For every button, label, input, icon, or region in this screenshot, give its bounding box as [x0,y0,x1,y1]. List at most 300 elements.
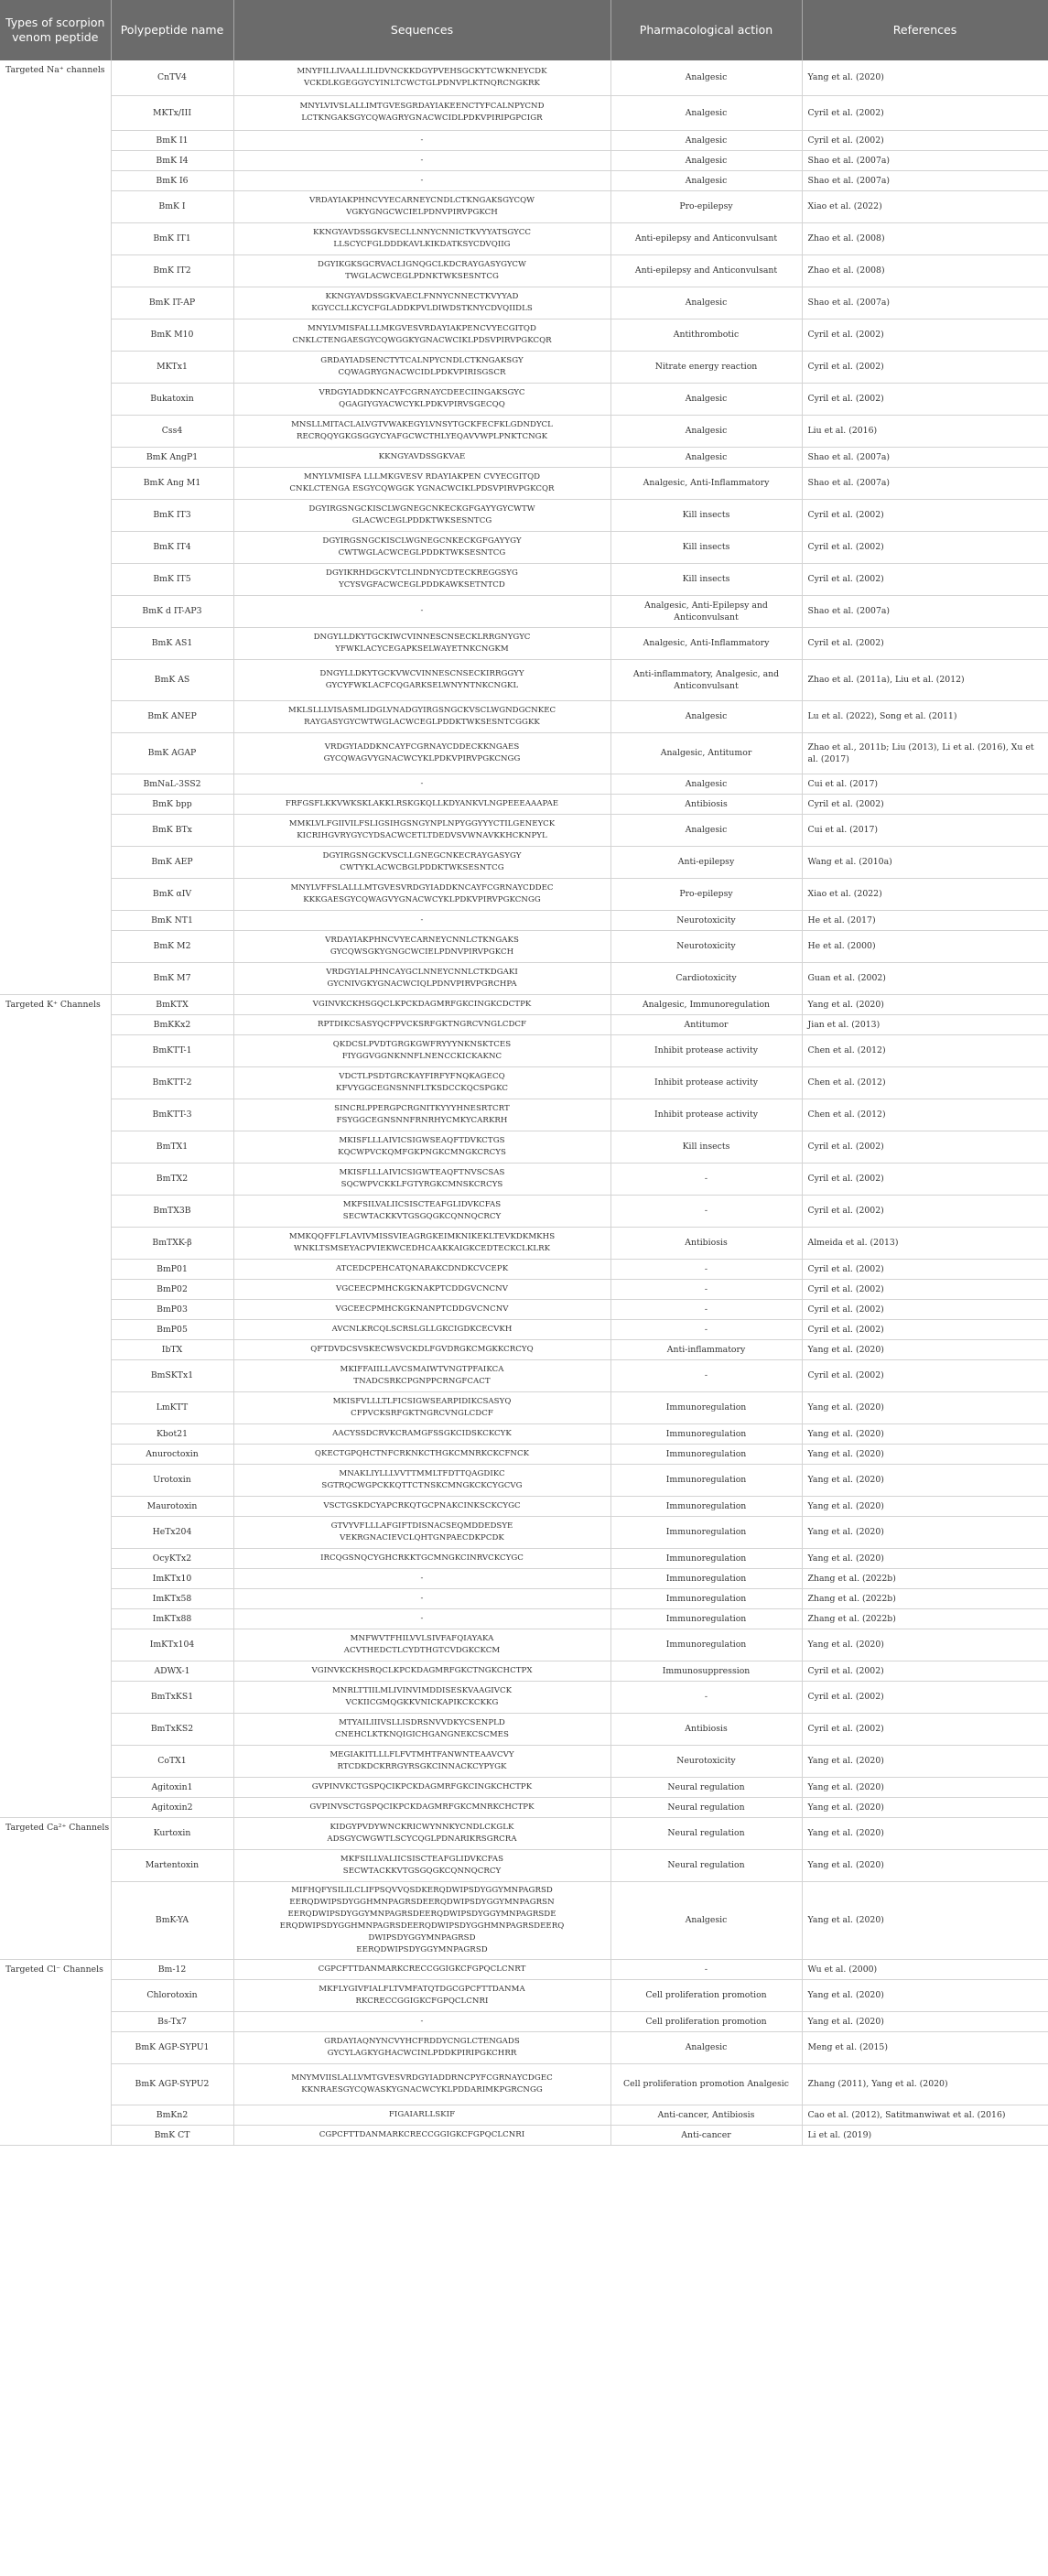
reference-cell: Cyril et al. (2002) [802,794,1048,814]
reference-cell: Cyril et al. (2002) [802,130,1048,150]
table-row [0,1464,1048,1496]
sequence-cell [233,878,610,910]
sequence-line: YCYSVGFACWCEGLPDDKAWKSETNTCD [339,579,505,590]
sequence-cell [233,1817,610,1849]
polypeptide-name-cell: BmK IT4 [111,531,233,563]
sequence-cell [233,1066,610,1099]
sequence-line: YFWKLACYCEGAPKSELWAYETNKCNGKM [335,644,509,654]
sequence-cell [233,2125,610,2145]
sequence-line: SECWTACKKVTGSGQGKCQNNQCRCY [342,1211,502,1221]
sequence-line: GLACWCEGLPDDKTWKSESNTCG [351,515,492,525]
sequence-cell [233,1797,610,1817]
pharmacological-action-cell: Analgesic [610,383,802,415]
table-row [0,1259,1048,1279]
table-row [0,447,1048,467]
polypeptide-name-cell: Bukatoxin [111,383,233,415]
table-row [0,1881,1048,1959]
sequence-cell [233,1777,610,1797]
reference-cell: He et al. (2000) [802,930,1048,962]
sequence-line: VDCTLPSDTGRCKAYFIRFYFNQKAGECQ [339,1071,505,1081]
table-row [0,1588,1048,1608]
polypeptide-name-cell: BmK AngP1 [111,447,233,467]
table-row [0,2125,1048,2145]
table-row [0,930,1048,962]
reference-cell: Yang et al. (2020) [802,1391,1048,1423]
reference-cell: Cyril et al. (2002) [802,1319,1048,1339]
reference-cell: Wang et al. (2010a) [802,846,1048,878]
table-row [0,595,1048,627]
polypeptide-name-cell: BmKTT-2 [111,1066,233,1099]
sequence-line: MNYLVFFSLALLLMTGVESVRDGYIADDKNCAYFCGRNAYCDDEC [290,882,554,893]
sequence-line: - [420,606,424,615]
pharmacological-action-cell: Analgesic [610,170,802,190]
table-row [0,1496,1048,1516]
table-row [0,1014,1048,1034]
pharmacological-action-cell: Cell proliferation promotion [610,2011,802,2031]
sequence-line: MKISFLLLAIVICSIGWSEAQFTDVKCTGS [339,1135,505,1145]
pharmacological-action-cell: Neurotoxicity [610,1745,802,1777]
sequence-cell [233,794,610,814]
polypeptide-name-cell: ADWX-1 [111,1661,233,1681]
sequence-line: VSCTGSKDCYAPCRKQTGCPNAKCINKSCKCYGC [323,1500,521,1510]
table-row [0,962,1048,994]
pharmacological-action-cell: Inhibit protease activity [610,1066,802,1099]
polypeptide-name-cell: BmK AGAP [111,732,233,774]
reference-cell: Cyril et al. (2002) [802,1681,1048,1713]
reference-cell: Cyril et al. (2002) [802,1195,1048,1227]
polypeptide-name-cell: Agitoxin1 [111,1777,233,1797]
pharmacological-action-cell: Analgesic [610,447,802,467]
sequence-line: FRFGSFLKKVWKSKLAKKLRSKGKQLLKDYANKVLNGPEEEAAAPAE [285,798,559,808]
table-row [0,1745,1048,1777]
pharmacological-action-cell: Analgesic, Immunoregulation [610,994,802,1014]
reference-cell: Yang et al. (2020) [802,1496,1048,1516]
channel-type-cell: Targeted Cl⁻ Channels [0,1959,111,2145]
pharmacological-action-cell: Analgesic [610,415,802,447]
polypeptide-name-cell: BmSKTx1 [111,1359,233,1391]
sequence-cell [233,1496,610,1516]
sequence-line: LLSCYCFGLDDDKAVLKIKDATKSYCDVQIIG [333,239,511,249]
pharmacological-action-cell: Anti-epilepsy [610,846,802,878]
sequence-line: QFTDVDCSVSKECWSVCKDLFGVDRGKCMGKKCRCYQ [310,1344,534,1354]
sequence-line: KIDGYPVDYWNCKRICWYNNKYCNDLCKGLK [330,1822,514,1832]
sequence-line: DGYIKRHDGCKVTCLINDNYCDTECKREGGSYG [326,568,518,578]
sequence-line: RECRQQYGKGSGGYCYAFGCWCTHLYEQAVVWPLPNKTCNGK [296,431,548,441]
reference-cell: Chen et al. (2012) [802,1034,1048,1066]
polypeptide-name-cell: BmK BTx [111,814,233,846]
table-row [0,2011,1048,2031]
sequence-line: CNKLCTENGAESGYCQWGGKYGNACWCIKLPDSVPIRVPGKCQR [292,335,552,345]
sequence-cell [233,1661,610,1681]
channel-type-cell: Targeted K⁺ Channels [0,994,111,1817]
pharmacological-action-cell: Analgesic, Anti-Epilepsy and Anticonvulsant [610,595,802,627]
table-row [0,1339,1048,1359]
sequence-cell [233,383,610,415]
sequence-cell [233,2011,610,2031]
sequence-line: QKDCSLPVDTGRGKGWFRYYYNKNSKTCES [332,1039,512,1049]
sequence-line: GRDAYIAQNYNCVYHCFRDDYCNGLCTENGADS [324,2036,520,2046]
table-row [0,190,1048,222]
pharmacological-action-cell: - [610,1959,802,1979]
table-row [0,467,1048,499]
sequence-line: VGINVKCKHSGQCLKPCKDAGMRFGKCINGKCDCTPK [312,999,532,1009]
sequence-line: QGAGIYGYACWCYKLPDKVPIRVSGECQQ [339,399,505,409]
reference-cell: Jian et al. (2013) [802,1014,1048,1034]
table-row [0,774,1048,794]
sequence-line: - [420,1593,424,1603]
pharmacological-action-cell: Anti-inflammatory [610,1339,802,1359]
sequence-cell [233,930,610,962]
sequence-cell [233,254,610,287]
table-row [0,1568,1048,1588]
table-row [0,1066,1048,1099]
polypeptide-name-cell: Anuroctoxin [111,1444,233,1464]
table-row [0,2031,1048,2063]
reference-cell: Yang et al. (2020) [802,1444,1048,1464]
sequence-line: VCKIICGMQGKKVNICKAPIKCKCKKG [345,1697,499,1707]
sequence-cell [233,415,610,447]
reference-cell: Yang et al. (2020) [802,1339,1048,1359]
polypeptide-name-cell: BmK I [111,190,233,222]
sequence-line: GYCQWAGVYGNACWCYKLPDKVPIRVPGKCNGG [323,753,521,763]
table-row [0,814,1048,846]
polypeptide-name-cell: CoTX1 [111,1745,233,1777]
pharmacological-action-cell: Nitrate energy reaction [610,351,802,383]
polypeptide-name-cell: BmK I1 [111,130,233,150]
reference-cell: Shao et al. (2007a) [802,170,1048,190]
header-references: References [802,0,1048,60]
table-row [0,1227,1048,1259]
reference-cell: Zhao et al. (2008) [802,222,1048,254]
sequence-line: - [420,915,424,925]
sequence-cell [233,1548,610,1568]
table-row [0,95,1048,130]
table-row [0,170,1048,190]
sequence-cell [233,1464,610,1496]
reference-cell: Cyril et al. (2002) [802,319,1048,351]
pharmacological-action-cell: Immunosuppression [610,1661,802,1681]
reference-cell: Zhao et al. (2011a), Liu et al. (2012) [802,659,1048,700]
sequence-line: FIGAIARLLSKIF [388,2109,456,2119]
sequence-line: DNGYLLDKYTGCKVWCVINNESCNSECKIRRGGYY [319,668,524,678]
pharmacological-action-cell: Immunoregulation [610,1444,802,1464]
table-row [0,1516,1048,1548]
sequence-line: - [420,175,424,185]
pharmacological-action-cell: Anti-cancer, Antibiosis [610,2105,802,2125]
sequence-cell [233,595,610,627]
sequence-line: MMKLVLFGIIVILFSLIGSIHGSNGYNPLNPYGGYYYCTILGENEYCK [288,818,556,828]
sequence-line: - [420,135,424,145]
table-row [0,2105,1048,2125]
reference-cell: Zhao et al. (2008) [802,254,1048,287]
pharmacological-action-cell: - [610,1279,802,1299]
table-row [0,1713,1048,1745]
sequence-cell [233,222,610,254]
sequence-line: MKFLYGIVFIALFLTVMFATQTDGCGPCFTTDANMA [319,1984,525,1994]
sequence-cell [233,1131,610,1163]
sequence-line: DNGYLLDKYTGCKIWCVINNESCNSECKLRRGNYGYC [313,632,531,642]
sequence-line: MKISFLLLAIVICSIGWTEAQFTNVSCSAS [339,1167,505,1177]
polypeptide-name-cell: BmK CT [111,2125,233,2145]
polypeptide-name-cell: BmK M7 [111,962,233,994]
polypeptide-name-cell: BmTXK-β [111,1227,233,1259]
sequence-line: LCTKNGAKSGYCQWAGRYGNACWCIDLPDKVPIRIPGPCIGR [301,114,543,123]
sequence-line: VGCEECPMHCKGKNAKPTCDDGVCNCNV [335,1283,508,1293]
pharmacological-action-cell: Inhibit protease activity [610,1034,802,1066]
sequence-cell [233,319,610,351]
polypeptide-name-cell: Urotoxin [111,1464,233,1496]
sequence-cell [233,1959,610,1979]
polypeptide-name-cell: Agitoxin2 [111,1797,233,1817]
polypeptide-name-cell: Kbot21 [111,1423,233,1444]
table-row [0,1849,1048,1881]
table-row [0,319,1048,351]
pharmacological-action-cell: Analgesic [610,1881,802,1959]
sequence-line: IRCQGSNQCYGHCRKKTGCMNGKCINRVCKCYGC [320,1553,524,1563]
pharmacological-action-cell: Anti-inflammatory, Analgesic, and Anticonvulsant [610,659,802,700]
pharmacological-action-cell: Immunoregulation [610,1548,802,1568]
pharmacological-action-cell: Cell proliferation promotion Analgesic [610,2063,802,2105]
reference-cell: Yang et al. (2020) [802,1797,1048,1817]
polypeptide-name-cell: CnTV4 [111,60,233,95]
reference-cell: Cyril et al. (2002) [802,531,1048,563]
table-row [0,1608,1048,1629]
reference-cell: Chen et al. (2012) [802,1099,1048,1131]
polypeptide-name-cell: MKTx1 [111,351,233,383]
sequence-line: EERQDWIPSDYGGYMNPAGRSD [356,1944,488,1954]
sequence-line: SGTRQCWGPCKKQTTCTNSKCMNGKCKCYGCVG [321,1480,523,1490]
sequence-line: - [420,2016,424,2026]
header-sequences: Sequences [233,0,610,60]
sequence-line: GVPINVSCTGSPQCIKPCKDAGMRFGKCMNRKCHCTPK [309,1802,535,1812]
reference-cell: Zhang et al. (2022b) [802,1568,1048,1588]
polypeptide-name-cell: BmK ANEP [111,700,233,732]
sequence-cell [233,1568,610,1588]
sequence-line: GRDAYIADSENCTYTCALNPYCNDLCTKNGAKSGY [320,355,524,365]
sequence-cell [233,1227,610,1259]
pharmacological-action-cell: Kill insects [610,563,802,595]
pharmacological-action-cell: Immunoregulation [610,1516,802,1548]
sequence-line: KGYCCLLKCYCFGLADDKPVLDIWDSTKNYCDVQIIDLS [311,303,533,313]
polypeptide-name-cell: Css4 [111,415,233,447]
reference-cell: Yang et al. (2020) [802,2011,1048,2031]
sequence-cell [233,700,610,732]
reference-cell: Cyril et al. (2002) [802,627,1048,659]
pharmacological-action-cell: Kill insects [610,499,802,531]
table-row [0,659,1048,700]
table-row [0,1959,1048,1979]
polypeptide-name-cell: BmP02 [111,1279,233,1299]
reference-cell: Yang et al. (2020) [802,994,1048,1014]
sequence-line: VGCEECPMHCKGKNANPTCDDGVCNCNV [335,1304,509,1314]
header-action: Pharmacological action [610,0,802,60]
pharmacological-action-cell: Kill insects [610,1131,802,1163]
pharmacological-action-cell: Immunoregulation [610,1496,802,1516]
polypeptide-name-cell: OcyKTx2 [111,1548,233,1568]
reference-cell: Shao et al. (2007a) [802,595,1048,627]
polypeptide-name-cell: BmP05 [111,1319,233,1339]
sequence-line: MNAKLIYLLLVVTTMMLTFDTTQAGDIKC [339,1468,505,1478]
sequence-line: MNSLLMITACLALVGTVWAKEGYLVNSYTGCKFECFKLGDNDYCL [291,419,553,429]
sequence-line: QKECTGPQHCTNFCRKNKCTHGKCMNRKCKCFNCK [314,1448,530,1458]
table-row [0,1629,1048,1661]
table-row [0,700,1048,732]
sequence-line: MTYAILIIIVSLLISDRSNVVDKYCSENPLD [339,1717,505,1727]
channel-type-cell: Targeted Na⁺ channels [0,60,111,994]
pharmacological-action-cell: - [610,1359,802,1391]
pharmacological-action-cell: Analgesic, Anti-Inflammatory [610,467,802,499]
sequence-line: SINCRLPPERGPCRGNITKYYYHNESRTCRT [334,1103,510,1113]
sequence-cell [233,846,610,878]
polypeptide-name-cell: Bm-12 [111,1959,233,1979]
pharmacological-action-cell: Anti-epilepsy and Anticonvulsant [610,222,802,254]
sequence-cell [233,910,610,930]
table-header-row [0,0,1048,60]
sequence-line: CNKLCTENGA ESGYCQWGGK YGNACWCIKLPDSVPIRVPGKCQR [289,483,555,493]
sequence-line: WNKLTSMSEYACPVIEKWCEDHCAAKKAIGKCEDTECKCLKLRK [293,1243,551,1253]
polypeptide-name-cell: BmP01 [111,1259,233,1279]
reference-cell: Zhang et al. (2022b) [802,1608,1048,1629]
reference-cell: Cyril et al. (2002) [802,95,1048,130]
sequence-line: RKCRECCGGIGKCFGPQCLCNRI [355,1996,489,2006]
reference-cell: Cyril et al. (2002) [802,563,1048,595]
polypeptide-name-cell: BmK-YA [111,1881,233,1959]
sequence-line: VRDGYIADDKNCAYFCGRNAYCDEECIINGAKSGYC [319,387,525,397]
pharmacological-action-cell: Neural regulation [610,1777,802,1797]
polypeptide-name-cell: BmKKx2 [111,1014,233,1034]
pharmacological-action-cell: - [610,1299,802,1319]
reference-cell: Cyril et al. (2002) [802,1359,1048,1391]
reference-cell: Shao et al. (2007a) [802,467,1048,499]
table-row [0,1034,1048,1066]
sequence-cell [233,1516,610,1548]
sequence-cell [233,1588,610,1608]
polypeptide-name-cell: BmK AGP-SYPU2 [111,2063,233,2105]
sequence-line: VEKRGNACIEVCLQHTGNPAECDKPCDK [340,1532,504,1542]
sequence-line: CWTYKLACWCBGLPDDKTWKSESNTCG [340,862,504,872]
sequence-cell [233,2063,610,2105]
polypeptide-name-cell: BmK bpp [111,794,233,814]
polypeptide-name-cell: ImKTx58 [111,1588,233,1608]
pharmacological-action-cell: Pro-epilepsy [610,878,802,910]
reference-cell: Yang et al. (2020) [802,1979,1048,2011]
sequence-line: MKLSLLLVISASMLIDGLVNADGYIRGSNGCKVSCLWGNDGCNKEC [287,705,556,715]
polypeptide-name-cell: BmK AGP-SYPU1 [111,2031,233,2063]
pharmacological-action-cell: Analgesic, Anti-Inflammatory [610,627,802,659]
table-row [0,1444,1048,1464]
reference-cell: Zhao et al., 2011b; Liu (2013), Li et al. (2016), Xu et al. (2017) [802,732,1048,774]
sequence-line: MKIFFAIILLAVCSMAIWTVNGTPFAIKCA [340,1364,504,1374]
sequence-line: VGKYGNGCWCIELPDNVPIRVPGKCH [346,207,498,217]
table-row [0,1299,1048,1319]
polypeptide-name-cell: BmTxKS1 [111,1681,233,1713]
sequence-line: KICRIHGVRYGYCYDSACWCETLTDEDVSVWNAVKKHCKNPYL [297,830,547,840]
sequence-line: TWGLACWCEGLPDNKTWKSESNTCG [345,271,499,281]
sequence-cell [233,499,610,531]
table-row [0,60,1048,95]
sequence-cell [233,1849,610,1881]
table-row [0,794,1048,814]
polypeptide-name-cell: BmKTT-3 [111,1099,233,1131]
sequence-line: MNRLTTIILMLIVINVIMDDISESKVAAGIVCK [331,1685,513,1695]
sequence-line: KQCWPVCKQMFGKPNGKCMNGKCRCYS [338,1147,506,1157]
table-row [0,287,1048,319]
sequence-line: SQCWPVCKKLFGTYRGKCMNSKCRCYS [340,1179,503,1189]
table-row [0,1359,1048,1391]
sequence-cell [233,1319,610,1339]
sequence-cell [233,467,610,499]
polypeptide-name-cell: BmTX2 [111,1163,233,1195]
polypeptide-name-cell: BmK I4 [111,150,233,170]
polypeptide-name-cell: HeTx204 [111,1516,233,1548]
polypeptide-name-cell: BmK IT3 [111,499,233,531]
sequence-cell [233,1259,610,1279]
sequence-cell [233,659,610,700]
pharmacological-action-cell: - [610,1195,802,1227]
sequence-line: DGYIRGSNGCKISCLWGNEGCNKECKGFGAYYGYCWTW [308,503,535,514]
polypeptide-name-cell: BmTxKS2 [111,1713,233,1745]
reference-cell: Cui et al. (2017) [802,814,1048,846]
sequence-line: - [420,1573,424,1583]
sequence-line: VGINVKCKHSRQCLKPCKDAGMRFGKCTNGKCHCTPX [311,1665,533,1675]
sequence-line: - [420,778,424,788]
reference-cell: Cyril et al. (2002) [802,1661,1048,1681]
reference-cell: Zhang (2011), Yang et al. (2020) [802,2063,1048,2105]
sequence-cell [233,1629,610,1661]
sequence-cell [233,1745,610,1777]
pharmacological-action-cell: Antitumor [610,1014,802,1034]
pharmacological-action-cell: Antibiosis [610,1227,802,1259]
table-row [0,383,1048,415]
sequence-line: DGYIRGSNGCKISCLWGNEGCNKECKGFGAYYGY [322,536,522,546]
table-row [0,1099,1048,1131]
reference-cell: Zhang et al. (2022b) [802,1588,1048,1608]
polypeptide-name-cell: BmNaL-3SS2 [111,774,233,794]
sequence-cell [233,95,610,130]
sequence-line: MNFWVTFHILVVLSIVFAFQIAYAKA [350,1633,494,1643]
sequence-line: KKNGYAVDSSGKVAE [378,451,466,461]
sequence-cell [233,2105,610,2125]
reference-cell: Cyril et al. (2002) [802,1259,1048,1279]
pharmacological-action-cell: Antibiosis [610,1713,802,1745]
sequence-line: GYCYFWKLACFCQGARKSELWNYNTNKCNGKL [325,680,519,690]
reference-cell: Yang et al. (2020) [802,1745,1048,1777]
sequence-line: ERQDWIPSDYGGHMNPAGRSDEERQDWIPSDYGGHMNPAGRSDEERQ [279,1921,565,1931]
sequence-line: CFPVCKSRFGKTNGRCVNGLCDCF [351,1408,493,1418]
sequence-line: MKFSILLVALIICSISCTEAFGLIDVKCFAS [340,1854,504,1864]
polypeptide-name-cell: BmKn2 [111,2105,233,2125]
polypeptide-name-cell: BmP03 [111,1299,233,1319]
table-row [0,1979,1048,2011]
sequence-line: MNYMVIISLALLVMTGVESVRDGYIADDRNCPYFCGRNAYCDGEC [291,2073,553,2083]
table-row [0,1681,1048,1713]
sequence-line: CGPCFTTDANMARKCRECCGGIGKCFGPQCLCNRI [319,2129,525,2139]
reference-cell: Chen et al. (2012) [802,1066,1048,1099]
sequence-cell [233,1163,610,1195]
table-row [0,627,1048,659]
polypeptide-name-cell: BmK M2 [111,930,233,962]
polypeptide-name-cell: BmK IT1 [111,222,233,254]
pharmacological-action-cell: - [610,1259,802,1279]
pharmacological-action-cell: Immunoregulation [610,1608,802,1629]
polypeptide-name-cell: BmTX3B [111,1195,233,1227]
reference-cell: Shao et al. (2007a) [802,447,1048,467]
reference-cell: Xiao et al. (2022) [802,190,1048,222]
sequence-line: RAYGASYGYCWTWGLACWCEGLPDDKTWKSESNTCGGKK [304,717,540,727]
table-row [0,878,1048,910]
table-row [0,732,1048,774]
header-type: Types of scorpion venom peptide [0,0,111,60]
